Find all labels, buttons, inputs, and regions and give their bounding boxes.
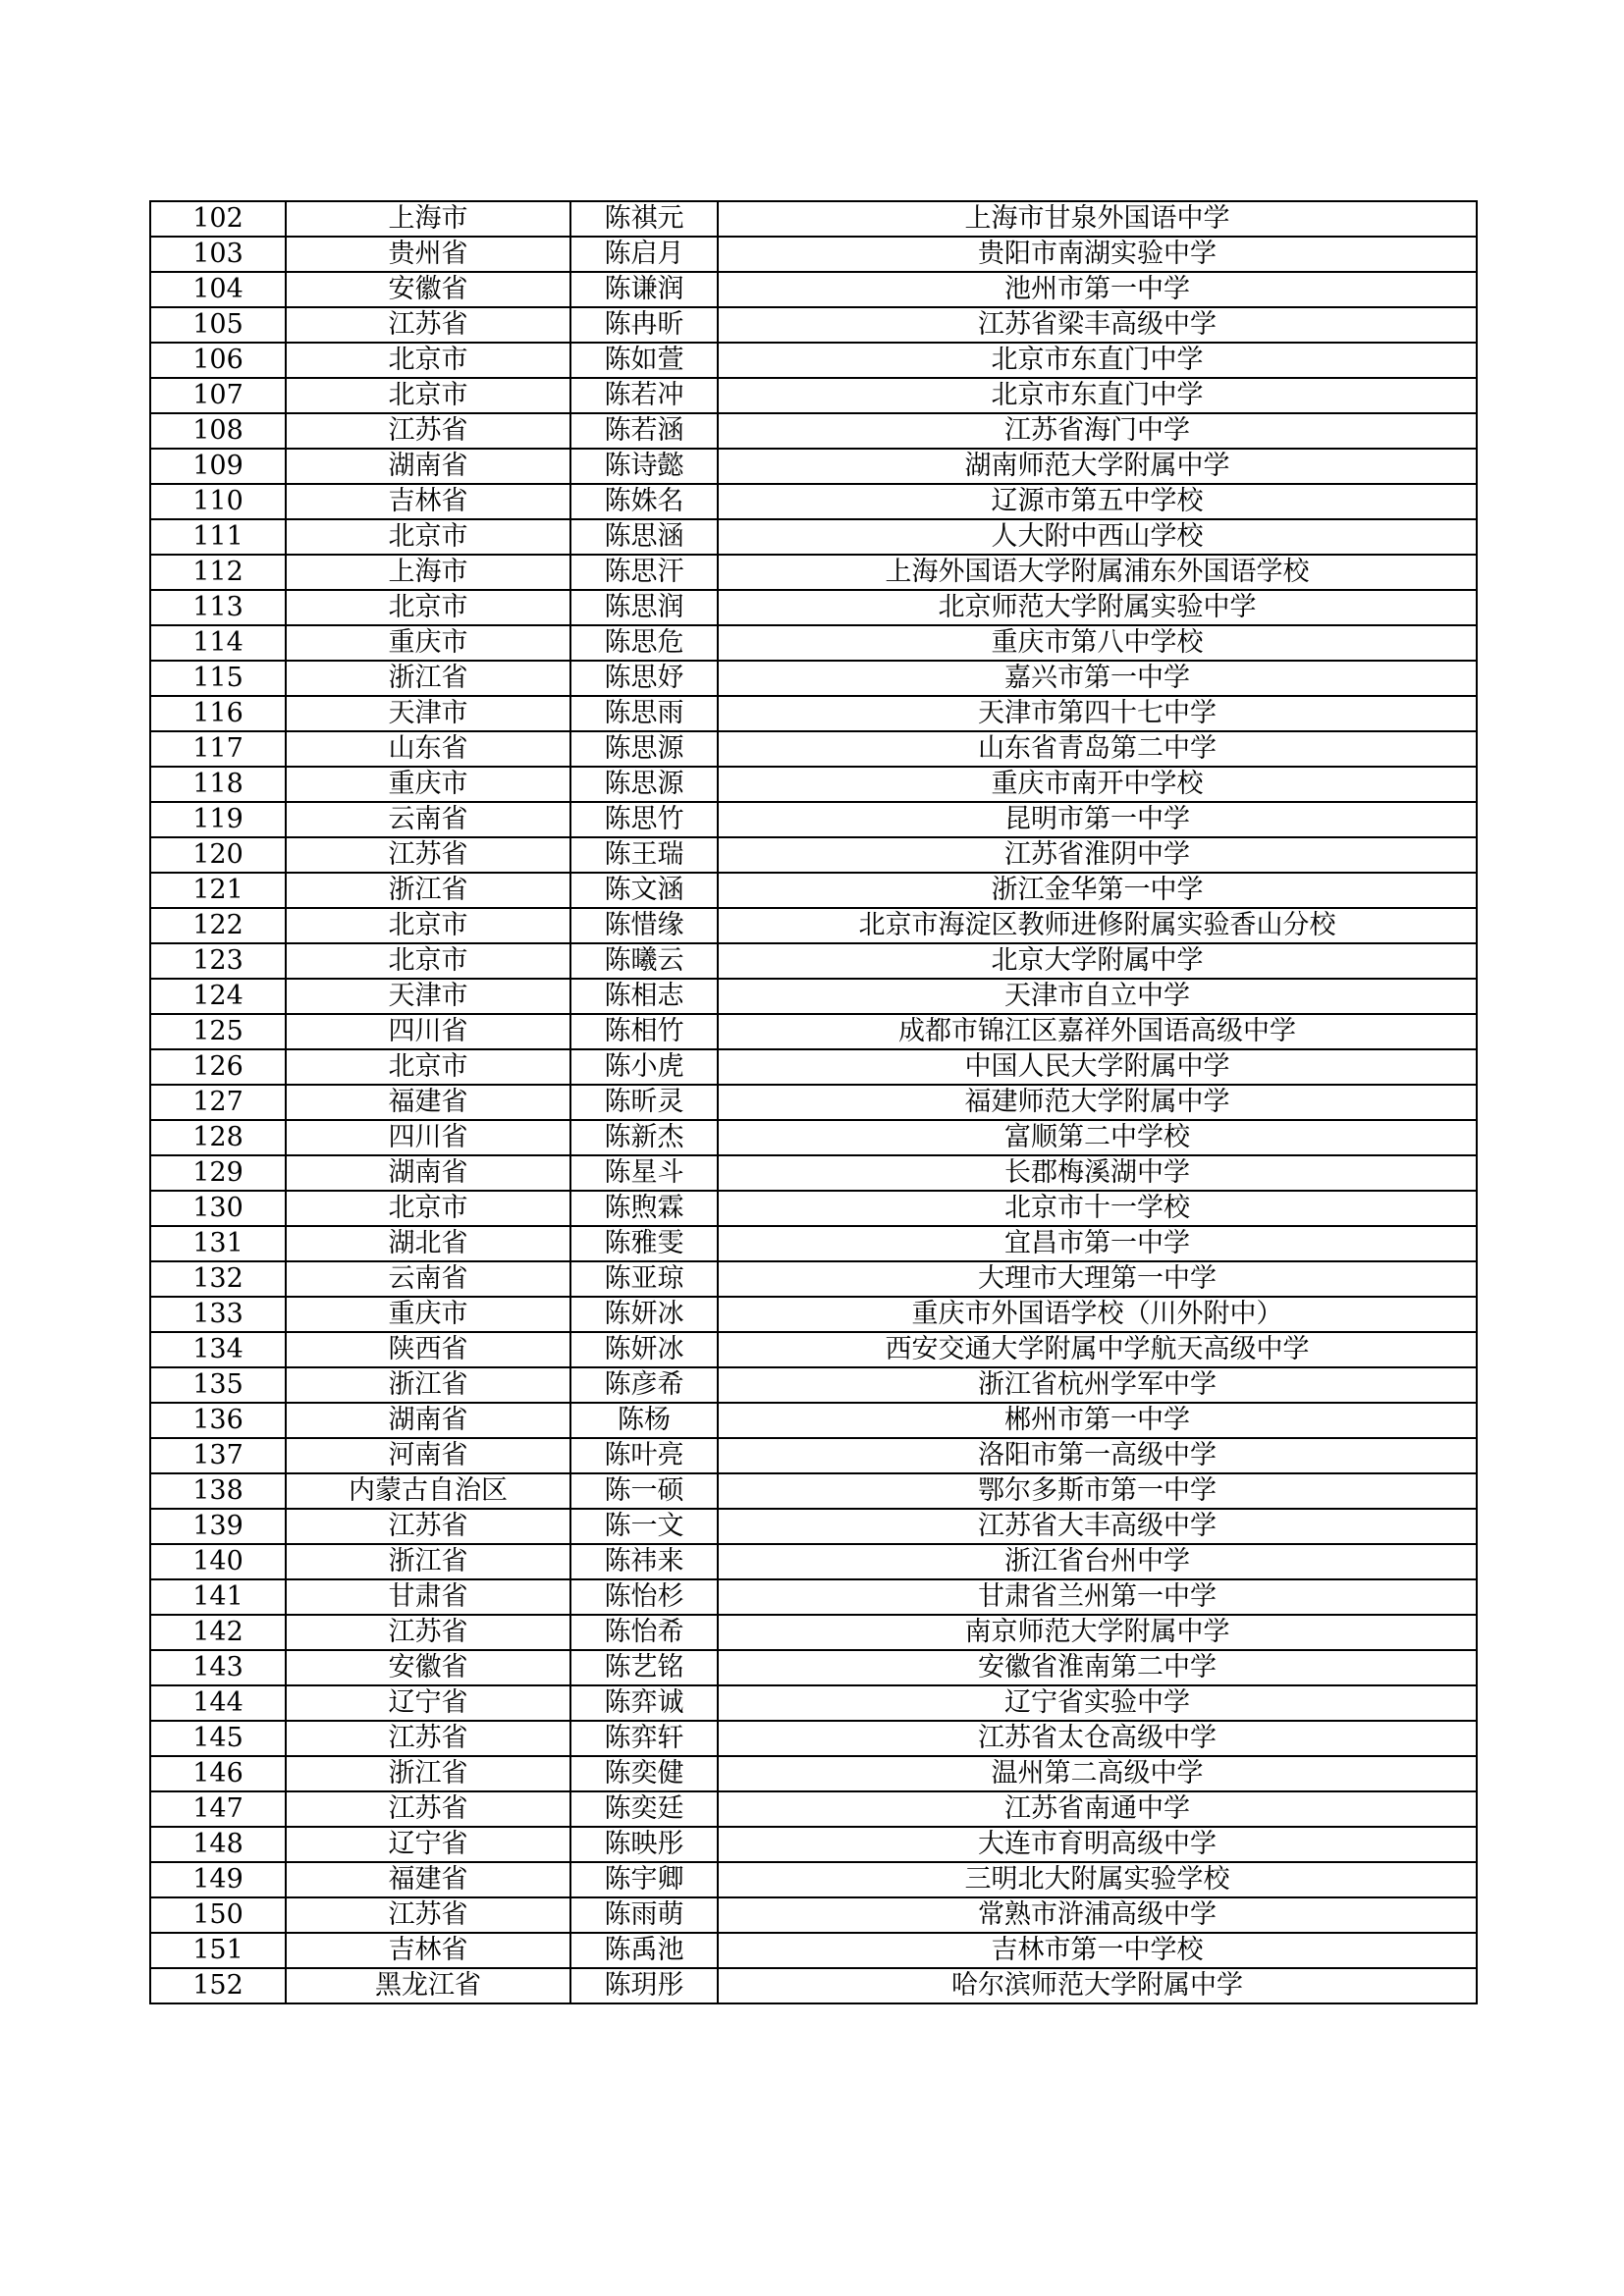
province-cell: 北京市 bbox=[286, 378, 570, 413]
table-row bbox=[150, 943, 1477, 979]
row-number-cell: 148 bbox=[150, 1827, 286, 1862]
student-name-cell: 陈冉昕 bbox=[570, 307, 718, 343]
row-number-cell: 133 bbox=[150, 1297, 286, 1332]
province-cell: 安徽省 bbox=[286, 272, 570, 307]
student-name-cell: 陈谦润 bbox=[570, 272, 718, 307]
table-row bbox=[150, 378, 1477, 413]
table-row bbox=[150, 343, 1477, 378]
table-row bbox=[150, 1403, 1477, 1438]
table-row bbox=[150, 1155, 1477, 1191]
province-cell: 浙江省 bbox=[286, 873, 570, 908]
row-number-cell: 104 bbox=[150, 272, 286, 307]
table-row bbox=[150, 731, 1477, 767]
province-cell: 四川省 bbox=[286, 1120, 570, 1155]
table-row bbox=[150, 696, 1477, 731]
student-name-cell: 陈曦云 bbox=[570, 943, 718, 979]
row-number-cell: 106 bbox=[150, 343, 286, 378]
province-cell: 重庆市 bbox=[286, 625, 570, 661]
table-row bbox=[150, 873, 1477, 908]
school-name-cell: 重庆市第八中学校 bbox=[718, 625, 1477, 661]
table-row bbox=[150, 767, 1477, 802]
student-name-cell: 陈思妤 bbox=[570, 661, 718, 696]
student-name-cell: 陈奕健 bbox=[570, 1756, 718, 1791]
row-number-cell: 138 bbox=[150, 1473, 286, 1509]
student-name-cell: 陈启月 bbox=[570, 237, 718, 272]
school-name-cell: 池州市第一中学 bbox=[718, 272, 1477, 307]
row-number-cell: 151 bbox=[150, 1933, 286, 1968]
row-number-cell: 150 bbox=[150, 1897, 286, 1933]
table-row bbox=[150, 1014, 1477, 1049]
province-cell: 云南省 bbox=[286, 1261, 570, 1297]
province-cell: 江苏省 bbox=[286, 1615, 570, 1650]
province-cell: 辽宁省 bbox=[286, 1685, 570, 1721]
province-cell: 江苏省 bbox=[286, 307, 570, 343]
province-cell: 上海市 bbox=[286, 555, 570, 590]
school-name-cell: 成都市锦江区嘉祥外国语高级中学 bbox=[718, 1014, 1477, 1049]
school-name-cell: 南京师范大学附属中学 bbox=[718, 1615, 1477, 1650]
table-row bbox=[150, 802, 1477, 837]
student-name-cell: 陈新杰 bbox=[570, 1120, 718, 1155]
student-name-cell: 陈弈诚 bbox=[570, 1685, 718, 1721]
student-name-cell: 陈雅雯 bbox=[570, 1226, 718, 1261]
school-name-cell: 江苏省南通中学 bbox=[718, 1791, 1477, 1827]
row-number-cell: 126 bbox=[150, 1049, 286, 1085]
province-cell: 福建省 bbox=[286, 1085, 570, 1120]
student-name-cell: 陈祺元 bbox=[570, 201, 718, 237]
school-name-cell: 中国人民大学附属中学 bbox=[718, 1049, 1477, 1085]
student-name-cell: 陈映彤 bbox=[570, 1827, 718, 1862]
table-row bbox=[150, 307, 1477, 343]
school-name-cell: 鄂尔多斯市第一中学 bbox=[718, 1473, 1477, 1509]
row-number-cell: 116 bbox=[150, 696, 286, 731]
student-name-cell: 陈若涵 bbox=[570, 413, 718, 449]
table-row bbox=[150, 1332, 1477, 1367]
student-name-cell: 陈思竹 bbox=[570, 802, 718, 837]
province-cell: 甘肃省 bbox=[286, 1579, 570, 1615]
table-row bbox=[150, 1933, 1477, 1968]
province-cell: 江苏省 bbox=[286, 1509, 570, 1544]
province-cell: 辽宁省 bbox=[286, 1827, 570, 1862]
row-number-cell: 129 bbox=[150, 1155, 286, 1191]
school-name-cell: 西安交通大学附属中学航天高级中学 bbox=[718, 1332, 1477, 1367]
province-cell: 吉林省 bbox=[286, 1933, 570, 1968]
row-number-cell: 147 bbox=[150, 1791, 286, 1827]
row-number-cell: 120 bbox=[150, 837, 286, 873]
table-row bbox=[150, 201, 1477, 237]
school-name-cell: 富顺第二中学校 bbox=[718, 1120, 1477, 1155]
school-name-cell: 浙江金华第一中学 bbox=[718, 873, 1477, 908]
school-name-cell: 大连市育明高级中学 bbox=[718, 1827, 1477, 1862]
province-cell: 北京市 bbox=[286, 1049, 570, 1085]
row-number-cell: 125 bbox=[150, 1014, 286, 1049]
province-cell: 福建省 bbox=[286, 1862, 570, 1897]
student-name-cell: 陈相志 bbox=[570, 979, 718, 1014]
table-row bbox=[150, 1544, 1477, 1579]
province-cell: 云南省 bbox=[286, 802, 570, 837]
province-cell: 河南省 bbox=[286, 1438, 570, 1473]
province-cell: 四川省 bbox=[286, 1014, 570, 1049]
student-name-cell: 陈姝名 bbox=[570, 484, 718, 519]
row-number-cell: 105 bbox=[150, 307, 286, 343]
student-name-cell: 陈妍冰 bbox=[570, 1297, 718, 1332]
row-number-cell: 131 bbox=[150, 1226, 286, 1261]
table-row bbox=[150, 1049, 1477, 1085]
table-row bbox=[150, 1756, 1477, 1791]
row-number-cell: 134 bbox=[150, 1332, 286, 1367]
table-row bbox=[150, 837, 1477, 873]
table-row bbox=[150, 1791, 1477, 1827]
province-cell: 江苏省 bbox=[286, 1897, 570, 1933]
province-cell: 北京市 bbox=[286, 519, 570, 555]
table-row bbox=[150, 1827, 1477, 1862]
student-name-cell: 陈弈轩 bbox=[570, 1721, 718, 1756]
school-name-cell: 哈尔滨师范大学附属中学 bbox=[718, 1968, 1477, 2003]
province-cell: 湖北省 bbox=[286, 1226, 570, 1261]
roster-table bbox=[149, 200, 1478, 2004]
student-name-cell: 陈思润 bbox=[570, 590, 718, 625]
table-row bbox=[150, 590, 1477, 625]
row-number-cell: 110 bbox=[150, 484, 286, 519]
row-number-cell: 108 bbox=[150, 413, 286, 449]
student-name-cell: 陈禹池 bbox=[570, 1933, 718, 1968]
table-row bbox=[150, 1897, 1477, 1933]
row-number-cell: 146 bbox=[150, 1756, 286, 1791]
student-name-cell: 陈思源 bbox=[570, 731, 718, 767]
row-number-cell: 107 bbox=[150, 378, 286, 413]
row-number-cell: 130 bbox=[150, 1191, 286, 1226]
student-name-cell: 陈如萱 bbox=[570, 343, 718, 378]
row-number-cell: 112 bbox=[150, 555, 286, 590]
row-number-cell: 152 bbox=[150, 1968, 286, 2003]
school-name-cell: 重庆市外国语学校（川外附中） bbox=[718, 1297, 1477, 1332]
row-number-cell: 137 bbox=[150, 1438, 286, 1473]
student-name-cell: 陈若冲 bbox=[570, 378, 718, 413]
table-row bbox=[150, 272, 1477, 307]
row-number-cell: 132 bbox=[150, 1261, 286, 1297]
school-name-cell: 安徽省淮南第二中学 bbox=[718, 1650, 1477, 1685]
row-number-cell: 149 bbox=[150, 1862, 286, 1897]
student-name-cell: 陈思危 bbox=[570, 625, 718, 661]
table-row bbox=[150, 625, 1477, 661]
province-cell: 浙江省 bbox=[286, 1544, 570, 1579]
table-row bbox=[150, 449, 1477, 484]
province-cell: 天津市 bbox=[286, 979, 570, 1014]
student-name-cell: 陈艺铭 bbox=[570, 1650, 718, 1685]
table-row bbox=[150, 1685, 1477, 1721]
student-name-cell: 陈思涵 bbox=[570, 519, 718, 555]
province-cell: 江苏省 bbox=[286, 1721, 570, 1756]
school-name-cell: 温州第二高级中学 bbox=[718, 1756, 1477, 1791]
row-number-cell: 123 bbox=[150, 943, 286, 979]
province-cell: 天津市 bbox=[286, 696, 570, 731]
school-name-cell: 长郡梅溪湖中学 bbox=[718, 1155, 1477, 1191]
province-cell: 浙江省 bbox=[286, 1367, 570, 1403]
student-name-cell: 陈一文 bbox=[570, 1509, 718, 1544]
student-name-cell: 陈怡希 bbox=[570, 1615, 718, 1650]
row-number-cell: 144 bbox=[150, 1685, 286, 1721]
row-number-cell: 115 bbox=[150, 661, 286, 696]
table-row bbox=[150, 1261, 1477, 1297]
province-cell: 江苏省 bbox=[286, 413, 570, 449]
row-number-cell: 117 bbox=[150, 731, 286, 767]
row-number-cell: 142 bbox=[150, 1615, 286, 1650]
student-name-cell: 陈相竹 bbox=[570, 1014, 718, 1049]
table-row bbox=[150, 1509, 1477, 1544]
province-cell: 北京市 bbox=[286, 590, 570, 625]
row-number-cell: 102 bbox=[150, 201, 286, 237]
student-name-cell: 陈祎来 bbox=[570, 1544, 718, 1579]
row-number-cell: 109 bbox=[150, 449, 286, 484]
table-row bbox=[150, 1226, 1477, 1261]
school-name-cell: 山东省青岛第二中学 bbox=[718, 731, 1477, 767]
table-row bbox=[150, 1615, 1477, 1650]
row-number-cell: 113 bbox=[150, 590, 286, 625]
student-name-cell: 陈王瑞 bbox=[570, 837, 718, 873]
table-row bbox=[150, 519, 1477, 555]
table-row bbox=[150, 413, 1477, 449]
student-name-cell: 陈星斗 bbox=[570, 1155, 718, 1191]
student-name-cell: 陈妍冰 bbox=[570, 1332, 718, 1367]
table-row bbox=[150, 661, 1477, 696]
student-name-cell: 陈昕灵 bbox=[570, 1085, 718, 1120]
row-number-cell: 140 bbox=[150, 1544, 286, 1579]
school-name-cell: 吉林市第一中学校 bbox=[718, 1933, 1477, 1968]
province-cell: 北京市 bbox=[286, 943, 570, 979]
province-cell: 湖南省 bbox=[286, 1155, 570, 1191]
school-name-cell: 天津市自立中学 bbox=[718, 979, 1477, 1014]
table-row bbox=[150, 555, 1477, 590]
province-cell: 陕西省 bbox=[286, 1332, 570, 1367]
student-name-cell: 陈煦霖 bbox=[570, 1191, 718, 1226]
school-name-cell: 福建师范大学附属中学 bbox=[718, 1085, 1477, 1120]
school-name-cell: 北京师范大学附属实验中学 bbox=[718, 590, 1477, 625]
row-number-cell: 121 bbox=[150, 873, 286, 908]
school-name-cell: 江苏省太仓高级中学 bbox=[718, 1721, 1477, 1756]
school-name-cell: 昆明市第一中学 bbox=[718, 802, 1477, 837]
row-number-cell: 128 bbox=[150, 1120, 286, 1155]
school-name-cell: 北京市东直门中学 bbox=[718, 343, 1477, 378]
school-name-cell: 北京大学附属中学 bbox=[718, 943, 1477, 979]
province-cell: 江苏省 bbox=[286, 1791, 570, 1827]
row-number-cell: 136 bbox=[150, 1403, 286, 1438]
school-name-cell: 江苏省大丰高级中学 bbox=[718, 1509, 1477, 1544]
province-cell: 内蒙古自治区 bbox=[286, 1473, 570, 1509]
row-number-cell: 135 bbox=[150, 1367, 286, 1403]
province-cell: 浙江省 bbox=[286, 661, 570, 696]
school-name-cell: 辽宁省实验中学 bbox=[718, 1685, 1477, 1721]
table-row bbox=[150, 1579, 1477, 1615]
table-row bbox=[150, 484, 1477, 519]
student-name-cell: 陈杨 bbox=[570, 1403, 718, 1438]
table-row bbox=[150, 908, 1477, 943]
student-name-cell: 陈怡杉 bbox=[570, 1579, 718, 1615]
province-cell: 贵州省 bbox=[286, 237, 570, 272]
table-row bbox=[150, 1297, 1477, 1332]
row-number-cell: 103 bbox=[150, 237, 286, 272]
student-name-cell: 陈宇卿 bbox=[570, 1862, 718, 1897]
province-cell: 重庆市 bbox=[286, 767, 570, 802]
school-name-cell: 北京市十一学校 bbox=[718, 1191, 1477, 1226]
student-name-cell: 陈思雨 bbox=[570, 696, 718, 731]
school-name-cell: 辽源市第五中学校 bbox=[718, 484, 1477, 519]
province-cell: 北京市 bbox=[286, 908, 570, 943]
province-cell: 江苏省 bbox=[286, 837, 570, 873]
table-row bbox=[150, 237, 1477, 272]
student-name-cell: 陈玥彤 bbox=[570, 1968, 718, 2003]
province-cell: 上海市 bbox=[286, 201, 570, 237]
school-name-cell: 北京市东直门中学 bbox=[718, 378, 1477, 413]
school-name-cell: 宜昌市第一中学 bbox=[718, 1226, 1477, 1261]
roster-table-body bbox=[150, 201, 1477, 2003]
row-number-cell: 141 bbox=[150, 1579, 286, 1615]
province-cell: 重庆市 bbox=[286, 1297, 570, 1332]
school-name-cell: 湖南师范大学附属中学 bbox=[718, 449, 1477, 484]
school-name-cell: 重庆市南开中学校 bbox=[718, 767, 1477, 802]
school-name-cell: 浙江省台州中学 bbox=[718, 1544, 1477, 1579]
row-number-cell: 124 bbox=[150, 979, 286, 1014]
school-name-cell: 贵阳市南湖实验中学 bbox=[718, 237, 1477, 272]
student-name-cell: 陈惜缘 bbox=[570, 908, 718, 943]
province-cell: 北京市 bbox=[286, 1191, 570, 1226]
school-name-cell: 上海外国语大学附属浦东外国语学校 bbox=[718, 555, 1477, 590]
student-name-cell: 陈思源 bbox=[570, 767, 718, 802]
student-name-cell: 陈雨萌 bbox=[570, 1897, 718, 1933]
table-row bbox=[150, 1367, 1477, 1403]
row-number-cell: 122 bbox=[150, 908, 286, 943]
province-cell: 湖南省 bbox=[286, 449, 570, 484]
row-number-cell: 145 bbox=[150, 1721, 286, 1756]
school-name-cell: 三明北大附属实验学校 bbox=[718, 1862, 1477, 1897]
row-number-cell: 111 bbox=[150, 519, 286, 555]
school-name-cell: 天津市第四十七中学 bbox=[718, 696, 1477, 731]
province-cell: 安徽省 bbox=[286, 1650, 570, 1685]
table-row bbox=[150, 1473, 1477, 1509]
table-row bbox=[150, 1862, 1477, 1897]
table-row bbox=[150, 1438, 1477, 1473]
province-cell: 北京市 bbox=[286, 343, 570, 378]
student-name-cell: 陈诗懿 bbox=[570, 449, 718, 484]
table-row bbox=[150, 1085, 1477, 1120]
student-name-cell: 陈一硕 bbox=[570, 1473, 718, 1509]
province-cell: 浙江省 bbox=[286, 1756, 570, 1791]
student-name-cell: 陈彦希 bbox=[570, 1367, 718, 1403]
table-row bbox=[150, 1191, 1477, 1226]
school-name-cell: 上海市甘泉外国语中学 bbox=[718, 201, 1477, 237]
row-number-cell: 114 bbox=[150, 625, 286, 661]
student-name-cell: 陈思汗 bbox=[570, 555, 718, 590]
school-name-cell: 北京市海淀区教师进修附属实验香山分校 bbox=[718, 908, 1477, 943]
student-name-cell: 陈文涵 bbox=[570, 873, 718, 908]
school-name-cell: 嘉兴市第一中学 bbox=[718, 661, 1477, 696]
school-name-cell: 人大附中西山学校 bbox=[718, 519, 1477, 555]
student-name-cell: 陈亚琼 bbox=[570, 1261, 718, 1297]
school-name-cell: 常熟市浒浦高级中学 bbox=[718, 1897, 1477, 1933]
student-name-cell: 陈叶亮 bbox=[570, 1438, 718, 1473]
school-name-cell: 江苏省海门中学 bbox=[718, 413, 1477, 449]
school-name-cell: 江苏省梁丰高级中学 bbox=[718, 307, 1477, 343]
school-name-cell: 大理市大理第一中学 bbox=[718, 1261, 1477, 1297]
row-number-cell: 139 bbox=[150, 1509, 286, 1544]
table-row bbox=[150, 1120, 1477, 1155]
table-row bbox=[150, 979, 1477, 1014]
row-number-cell: 119 bbox=[150, 802, 286, 837]
student-name-cell: 陈奕廷 bbox=[570, 1791, 718, 1827]
row-number-cell: 127 bbox=[150, 1085, 286, 1120]
school-name-cell: 浙江省杭州学军中学 bbox=[718, 1367, 1477, 1403]
table-row bbox=[150, 1968, 1477, 2003]
table-row bbox=[150, 1721, 1477, 1756]
school-name-cell: 郴州市第一中学 bbox=[718, 1403, 1477, 1438]
province-cell: 湖南省 bbox=[286, 1403, 570, 1438]
student-name-cell: 陈小虎 bbox=[570, 1049, 718, 1085]
school-name-cell: 甘肃省兰州第一中学 bbox=[718, 1579, 1477, 1615]
province-cell: 吉林省 bbox=[286, 484, 570, 519]
province-cell: 山东省 bbox=[286, 731, 570, 767]
school-name-cell: 洛阳市第一高级中学 bbox=[718, 1438, 1477, 1473]
school-name-cell: 江苏省淮阴中学 bbox=[718, 837, 1477, 873]
row-number-cell: 143 bbox=[150, 1650, 286, 1685]
row-number-cell: 118 bbox=[150, 767, 286, 802]
province-cell: 黑龙江省 bbox=[286, 1968, 570, 2003]
table-row bbox=[150, 1650, 1477, 1685]
